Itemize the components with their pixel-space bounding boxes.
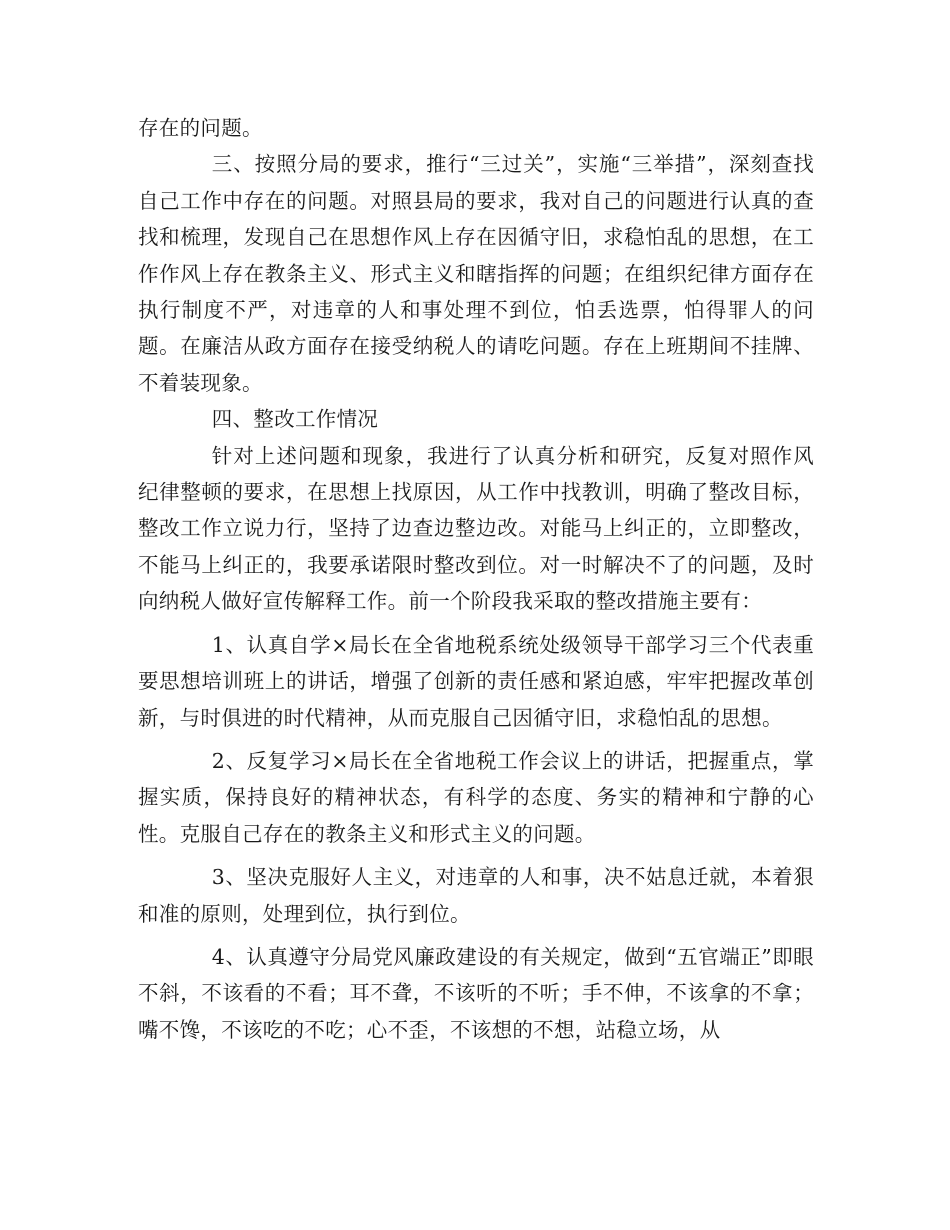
list-item-measure-1: 1、认真自学×局长在全省地税系统处级领导干部学习三个代表重要思想培训班上的讲话，增强了创新的责任感和紧迫感，牢牢把握改革创新，与时俱进的时代精神，从而克服自己因循守旧，求稳怕乱的思想。 [138, 632, 814, 730]
paragraph-section-three: 三、按照分局的要求，推行“三过关”，实施“三举措”，深刻查找自己工作中存在的问题。对照县局的要求，我对自己的问题进行认真的查找和梳理，发现自己在思想作风上存在因循守旧，求稳怕乱的思想，在工作作风上存在教条主义、形式主义和瞎指挥的问题；在组织纪律方面存在执行制度不严，对违章的人和事处理不到位，怕丢选票，怕得罪人的问题。在廉洁从政方面存在接受纳税人的请吃问题。存在上班期间不挂牌、不着装现象。 [138, 152, 814, 395]
list-item-measure-4: 4、认真遵守分局党风廉政建设的有关规定，做到“五官端正”即眼不斜，不该看的不看；耳不聋，不该听的不听；手不伸，不该拿的不拿；嘴不馋，不该吃的不吃；心不歪，不该想的不想，站稳立场，从 [138, 944, 814, 1042]
paragraph-continuation: 存在的问题。 [138, 116, 263, 140]
document-body [138, 110, 814, 1048]
paragraph-rectification-intro: 针对上述问题和现象，我进行了认真分析和研究，反复对照作风纪律整顿的要求，在思想上找原因，从工作中找教训，明确了整改目标，整改工作立说力行，坚持了边查边整边改。对能马上纠正的，立即整改，不能马上纠正的，我要承诺限时整改到位。对一时解决不了的问题，及时向纳税人做好宣传解释工作。前一个阶段我采取的整改措施主要有： [138, 443, 814, 614]
list-item-measure-3: 3、坚决克服好人主义，对违章的人和事，决不姑息迁就，本着狠和准的原则，处理到位，执行到位。 [138, 865, 814, 926]
list-item-measure-2: 2、反复学习×局长在全省地税工作会议上的讲话，把握重点，掌握实质，保持良好的精神状态，有科学的态度、务实的精神和宁静的心性。克服自己存在的教条主义和形式主义的问题。 [138, 748, 814, 846]
section-heading-four: 四、整改工作情况 [211, 407, 379, 432]
